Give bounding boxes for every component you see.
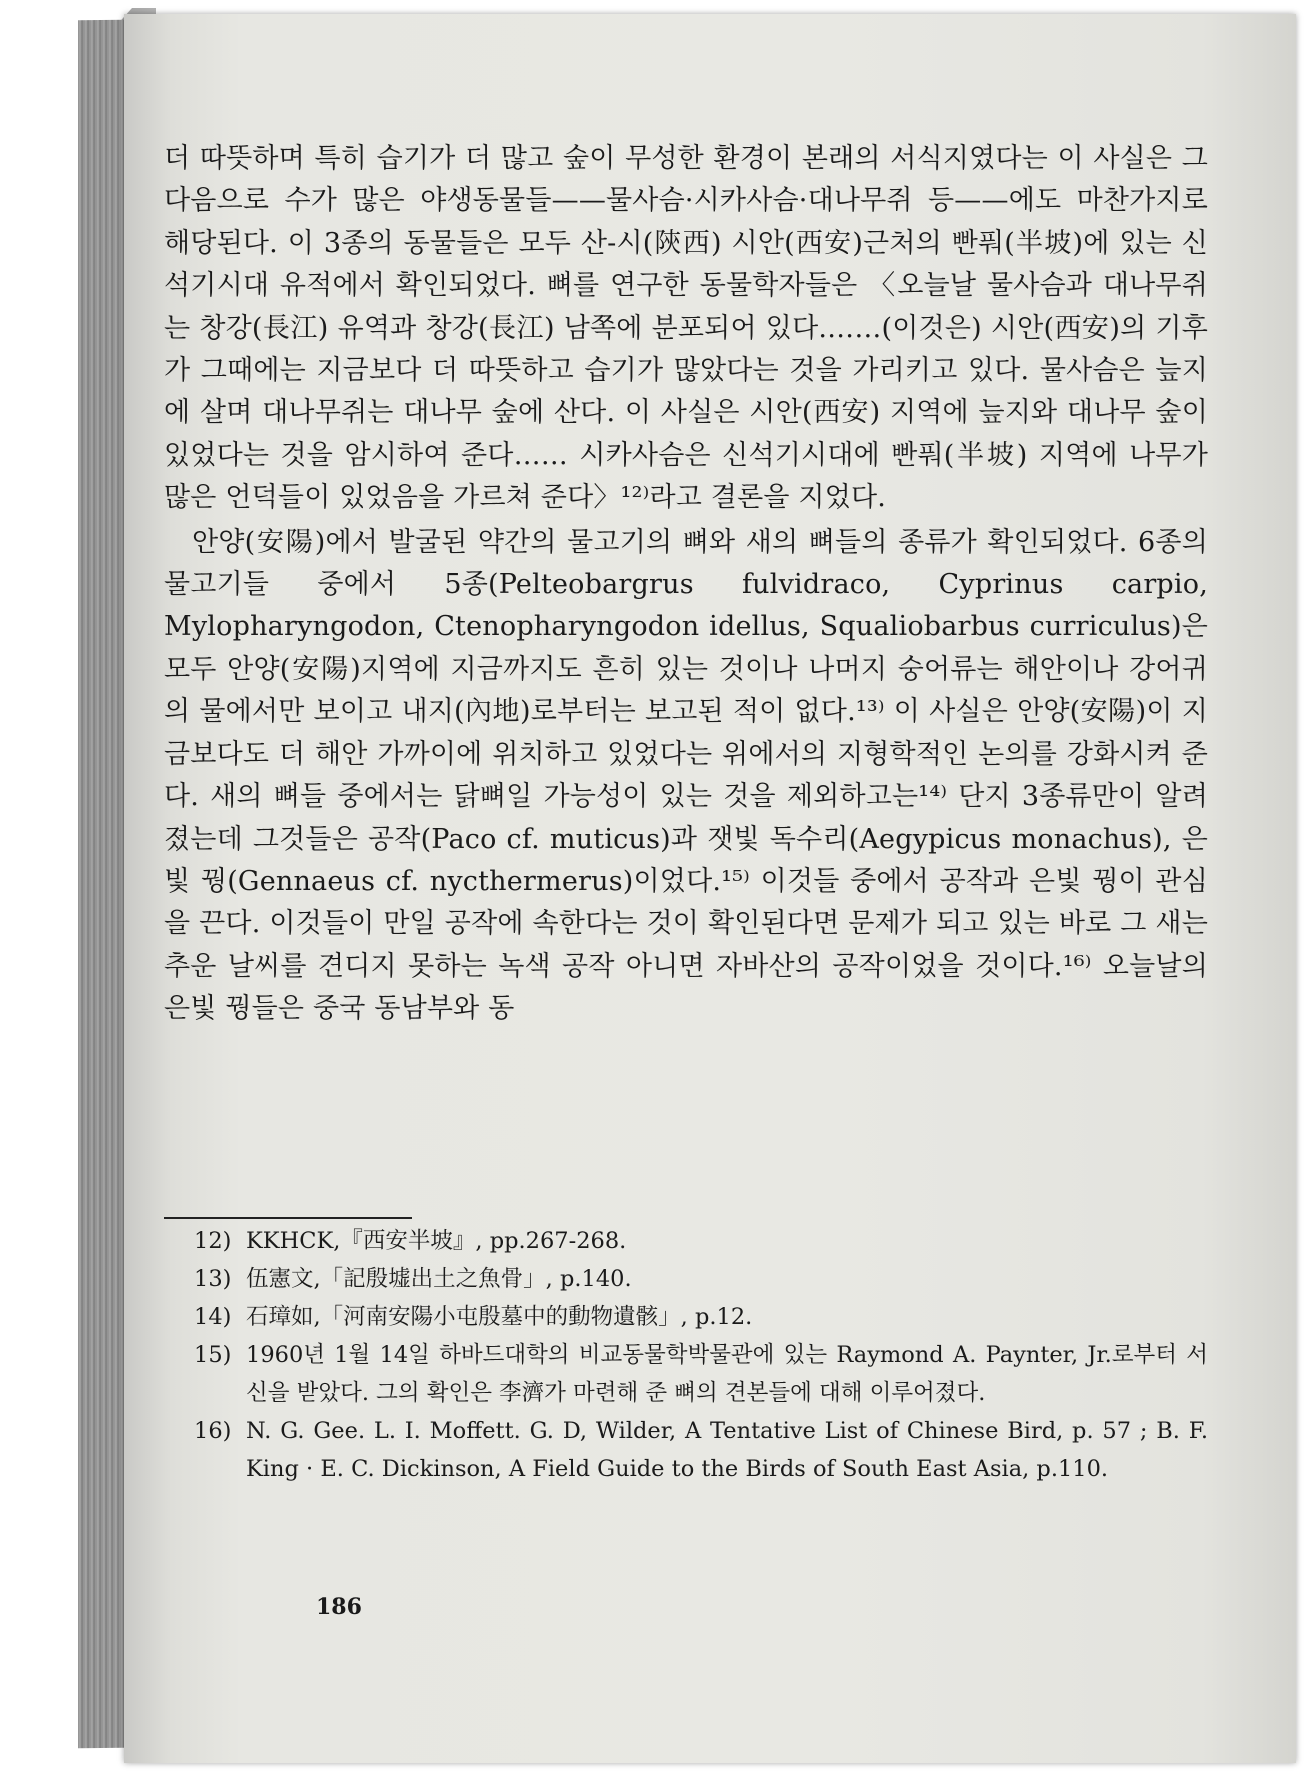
footnotes (164, 1222, 1208, 1488)
paragraph-2: 안양(安陽)에서 발굴된 약간의 물고기의 뼈와 새의 뼈들의 종류가 확인되었다. 6종의 물고기들 중에서 5종(Pelteobargrus fulvidraco, Cyprinus carpio, Mylopharyngodon, Ctenopharyngodon idellus, Squaliobarbus curriculus)은 모두 안양(安陽)지역에 지금까지도 흔히 있는 것이나 나머지 숭어류는 해안이나 강어귀의 물에서만 보이고 내지(內地)로부터는 보고된 적이 없다.¹³⁾ 이 사실은 안양(安陽)이 지금보다도 더 해안 가까이에 위치하고 있었다는 위에서의 지형학적인 논의를 강화시켜 준다. 새의 뼈들 중에서는 닭뼈일 가능성이 있는 것을 제외하고는¹⁴⁾ 단지 3종류만이 알려졌는데 그것들은 공작(Paco cf. muticus)과 잿빛 독수리(Aegypicus monachus), 은빛 꿩(Gennaeus cf. nycthermerus)이었다.¹⁵⁾ 이것들 중에서 공작과 은빛 꿩이 관심을 끈다. 이것들이 만일 공작에 속한다는 것이 확인된다면 문제가 되고 있는 바로 그 새는 추운 날씨를 견디지 못하는 녹색 공작 아니면 자바산의 공작이었을 것이다.¹⁶⁾ 오늘날의 은빛 꿩들은 중국 동남부와 동 (164, 526, 1208, 1025)
footnote-16 (164, 1412, 1208, 1488)
footnote-number: 14) (194, 1304, 232, 1330)
paragraph-1: 더 따뜻하며 특히 습기가 더 많고 숲이 무성한 환경이 본래의 서식지였다는 이 사실은 그 다음으로 수가 많은 야생동물들——물사슴·시카사슴·대나무쥐 등——에도 마찬가지로 해당된다. 이 3종의 동물들은 모두 산-시(陝西) 시안(西安)근처의 빤풔(半坡)에 있는 신석기시대 유적에서 확인되었다. 뼈를 연구한 동물학자들은 〈오늘날 물사슴과 대나무쥐는 창강(長江) 유역과 창강(長江) 남쪽에 분포되어 있다.……(이것은) 시안(西安)의 기후가 그때에는 지금보다 더 따뜻하고 습기가 많았다는 것을 가리키고 있다. 물사슴은 늪지에 살며 대나무쥐는 대나무 숲에 산다. 이 사실은 시안(西安) 지역에 늪지와 대나무 숲이 있었다는 것을 암시하여 준다…… 시카사슴은 신석기시대에 빤풔(半坡) 지역에 나무가 많은 언덕들이 있었음을 가르쳐 준다〉¹²⁾라고 결론을 지었다. (164, 143, 1208, 514)
footnote-text: 伍憲文,「記殷墟出土之魚骨」, p.140. (246, 1266, 632, 1292)
book-page-edges (78, 20, 124, 1748)
footnote-15 (164, 1336, 1208, 1412)
footnote-number: 13) (194, 1266, 232, 1292)
footnote-13 (164, 1260, 1208, 1298)
footnote-number: 15) (194, 1342, 232, 1368)
footnote-12 (164, 1222, 1208, 1260)
footnote-divider (164, 1217, 412, 1219)
footnote-14 (164, 1298, 1208, 1336)
footnote-text: 石璋如,「河南安陽小屯殷墓中的動物遺骸」, p.12. (246, 1304, 753, 1330)
main-text (164, 138, 1208, 1031)
page-number: 186 (316, 1594, 362, 1620)
footnote-number: 16) (194, 1418, 232, 1444)
footnote-text: N. G. Gee. L. I. Moffett. G. D, Wilder, A Tentative List of Chinese Bird, p. 57 ; B. F. King · E. C. Dickinson, A Field Guide to the Birds of South East Asia, p.110. (246, 1418, 1208, 1482)
footnote-number: 12) (194, 1228, 232, 1254)
footnote-text: 1960년 1월 14일 하바드대학의 비교동물학박물관에 있는 Raymond A. Paynter, Jr.로부터 서신을 받았다. 그의 확인은 李濟가 마련해 준 뼈의 견본들에 대해 이루어졌다. (246, 1342, 1208, 1406)
footnote-text: KKHCK,『西安半坡』, pp.267-268. (246, 1228, 627, 1254)
